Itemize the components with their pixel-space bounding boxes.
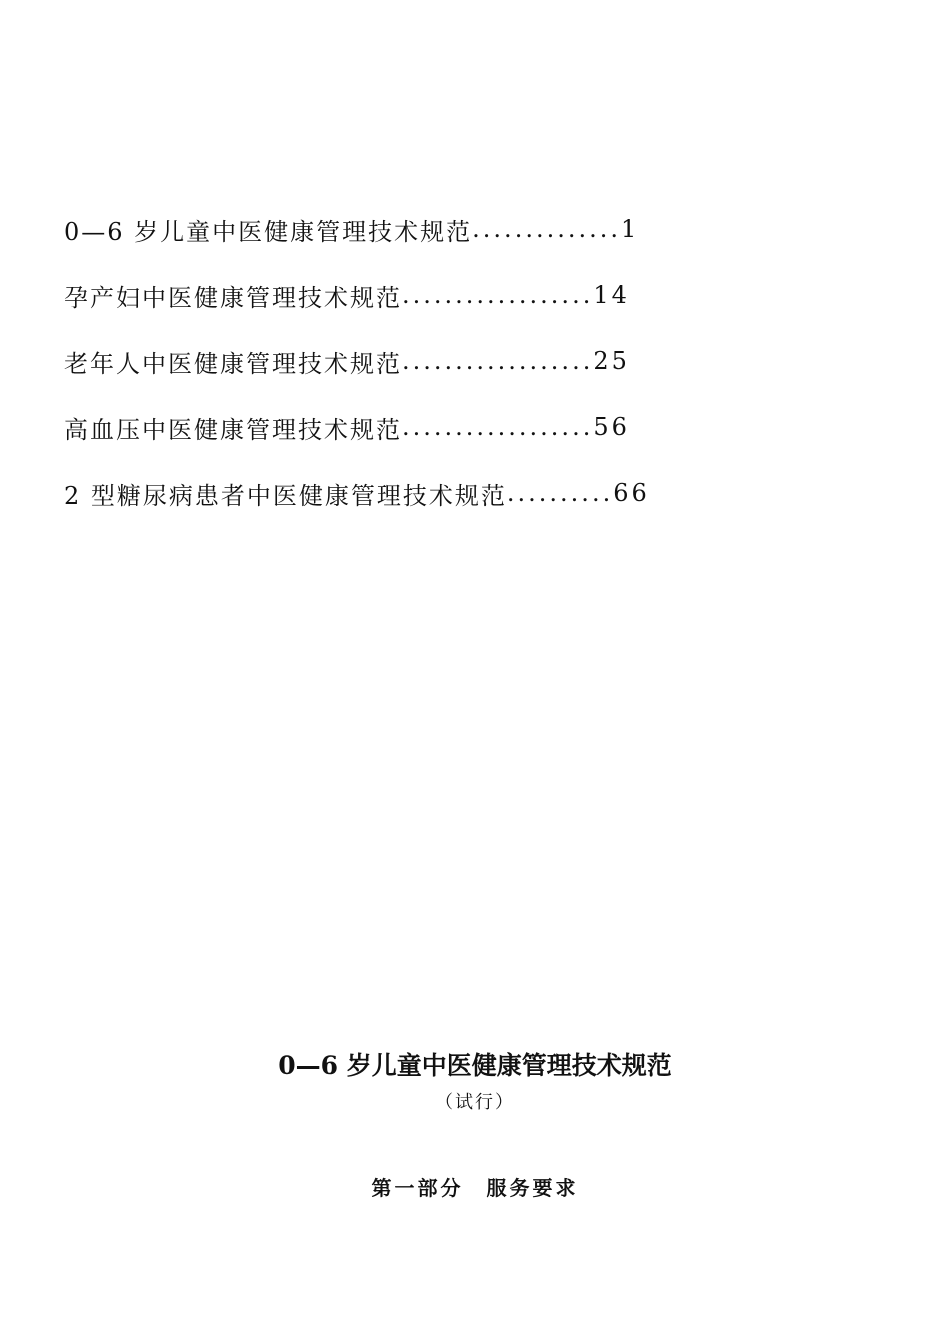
- toc-entry-title: 孕产妇中医健康管理技术规范: [64, 283, 402, 312]
- toc-entry[interactable]: [64, 394, 764, 460]
- toc-page-number: 1: [620, 215, 640, 243]
- toc-page-number: 66: [613, 479, 650, 507]
- toc-leader-dots: ..................: [402, 347, 594, 375]
- toc-leader-dots: ..............: [472, 215, 621, 243]
- toc-leader-dots: ..................: [402, 281, 594, 309]
- toc-leader-dots: ..........: [506, 479, 614, 507]
- toc-entry[interactable]: [64, 328, 764, 394]
- toc-entry-title: 老年人中医健康管理技术规范: [64, 349, 402, 378]
- toc-page-number: 25: [593, 347, 630, 375]
- document-subtitle: （试行）: [435, 1092, 515, 1113]
- toc-page-number: 14: [593, 281, 630, 309]
- toc-entry-title: 0—6 岁儿童中医健康管理技术规范: [64, 217, 473, 246]
- toc-entry[interactable]: [64, 262, 764, 328]
- toc-entry-title: 高血压中医健康管理技术规范: [64, 415, 402, 444]
- document-title: 0—6 岁儿童中医健康管理技术规范: [278, 1051, 672, 1080]
- section-heading: 第一部分 服务要求: [371, 1176, 579, 1200]
- toc-entry-title: 2 型糖尿病患者中医健康管理技术规范: [64, 481, 507, 510]
- toc-entry[interactable]: [64, 196, 764, 262]
- table-of-contents: [64, 196, 764, 526]
- toc-page-number: 56: [593, 413, 630, 441]
- toc-entry[interactable]: [64, 460, 764, 526]
- toc-leader-dots: ..................: [402, 413, 594, 441]
